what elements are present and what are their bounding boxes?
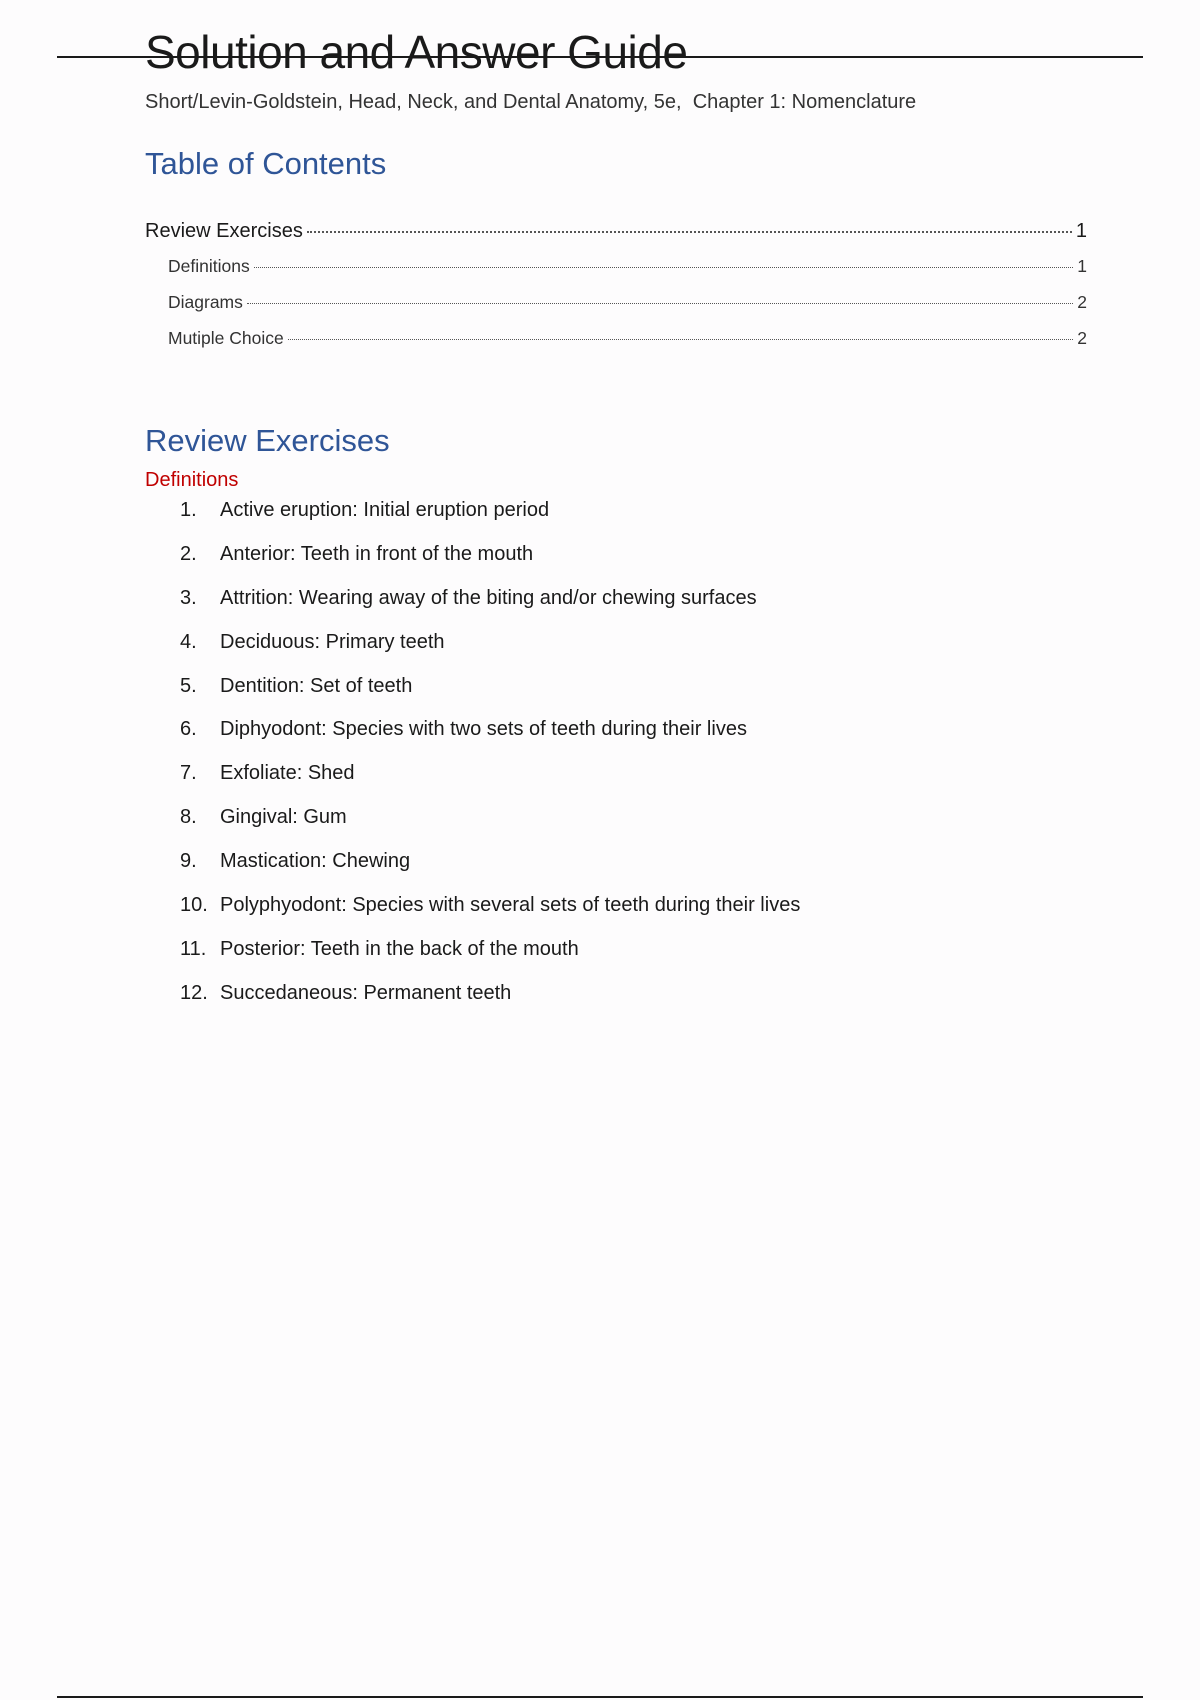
list-item-number: 12. bbox=[180, 981, 208, 1004]
list-item-text: Posterior: Teeth in the back of the mouth bbox=[220, 937, 579, 960]
list-item-number: 8. bbox=[180, 806, 197, 829]
list-item-number: 5. bbox=[180, 674, 197, 697]
definitions-heading: Definitions bbox=[145, 469, 239, 491]
list-item-text: Attrition: Wearing away of the biting and/or chewing surfaces bbox=[220, 586, 757, 609]
list-item-number: 9. bbox=[180, 850, 197, 873]
toc-entry-page: 2 bbox=[1077, 328, 1087, 348]
toc-heading: Table of Contents bbox=[145, 146, 387, 181]
document-title: Solution and Answer Guide bbox=[145, 26, 688, 78]
list-item bbox=[180, 585, 1080, 629]
list-item bbox=[180, 936, 1080, 980]
toc-entry-multiple-choice[interactable] bbox=[145, 320, 1087, 356]
toc-entry-page: 1 bbox=[1075, 220, 1087, 242]
review-exercises-heading: Review Exercises bbox=[145, 423, 390, 458]
table-of-contents bbox=[145, 214, 1087, 356]
list-item-text: Exfoliate: Shed bbox=[220, 762, 355, 785]
list-item-number: 2. bbox=[180, 542, 197, 565]
list-item-text: Polyphyodont: Species with several sets of teeth during their lives bbox=[220, 894, 801, 917]
list-item-number: 6. bbox=[180, 718, 197, 741]
toc-entry-review-exercises[interactable] bbox=[145, 214, 1087, 248]
list-item-number: 11. bbox=[180, 937, 207, 960]
list-item-text: Anterior: Teeth in front of the mouth bbox=[220, 542, 534, 565]
list-item-text: Deciduous: Primary teeth bbox=[220, 630, 445, 653]
list-item bbox=[180, 804, 1080, 848]
list-item-text: Active eruption: Initial eruption period bbox=[220, 499, 550, 521]
list-item-number: 7. bbox=[180, 762, 197, 785]
toc-entry-definitions[interactable] bbox=[145, 248, 1087, 284]
list-item bbox=[180, 892, 1080, 936]
list-item-text: Gingival: Gum bbox=[220, 806, 347, 829]
list-item-text: Mastication: Chewing bbox=[220, 850, 411, 873]
list-item-text: Succedaneous: Permanent teeth bbox=[220, 981, 512, 1004]
toc-leader-dots bbox=[254, 267, 1074, 268]
list-item-number: 4. bbox=[180, 630, 197, 653]
toc-entry-label: Mutiple Choice bbox=[168, 328, 284, 348]
toc-entry-label: Definitions bbox=[168, 256, 250, 276]
toc-entry-diagrams[interactable] bbox=[145, 284, 1087, 320]
list-item bbox=[180, 541, 1080, 585]
list-item-number: 1. bbox=[180, 499, 197, 521]
list-item bbox=[180, 848, 1080, 892]
list-item bbox=[180, 980, 1080, 1024]
list-item bbox=[180, 497, 1080, 541]
toc-leader-dots bbox=[307, 231, 1072, 233]
list-item bbox=[180, 760, 1080, 804]
toc-entry-page: 1 bbox=[1077, 256, 1087, 276]
toc-leader-dots bbox=[288, 339, 1074, 340]
toc-entry-page: 2 bbox=[1077, 292, 1087, 312]
footer-rule bbox=[57, 1696, 1143, 1698]
toc-leader-dots bbox=[247, 303, 1073, 304]
list-item-number: 3. bbox=[180, 586, 197, 609]
list-item-text: Diphyodont: Species with two sets of teeth during their lives bbox=[220, 718, 747, 741]
list-item bbox=[180, 716, 1080, 760]
toc-entry-label: Review Exercises bbox=[145, 220, 303, 242]
list-item-number: 10. bbox=[180, 894, 208, 917]
definitions-list bbox=[180, 497, 1080, 1024]
list-item bbox=[180, 629, 1080, 673]
document-subtitle: Short/Levin-Goldstein, Head, Neck, and Dental Anatomy, 5e, Chapter 1: Nomenclature bbox=[145, 91, 917, 113]
list-item-text: Dentition: Set of teeth bbox=[220, 674, 413, 697]
toc-entry-label: Diagrams bbox=[168, 292, 243, 312]
list-item bbox=[180, 673, 1080, 717]
